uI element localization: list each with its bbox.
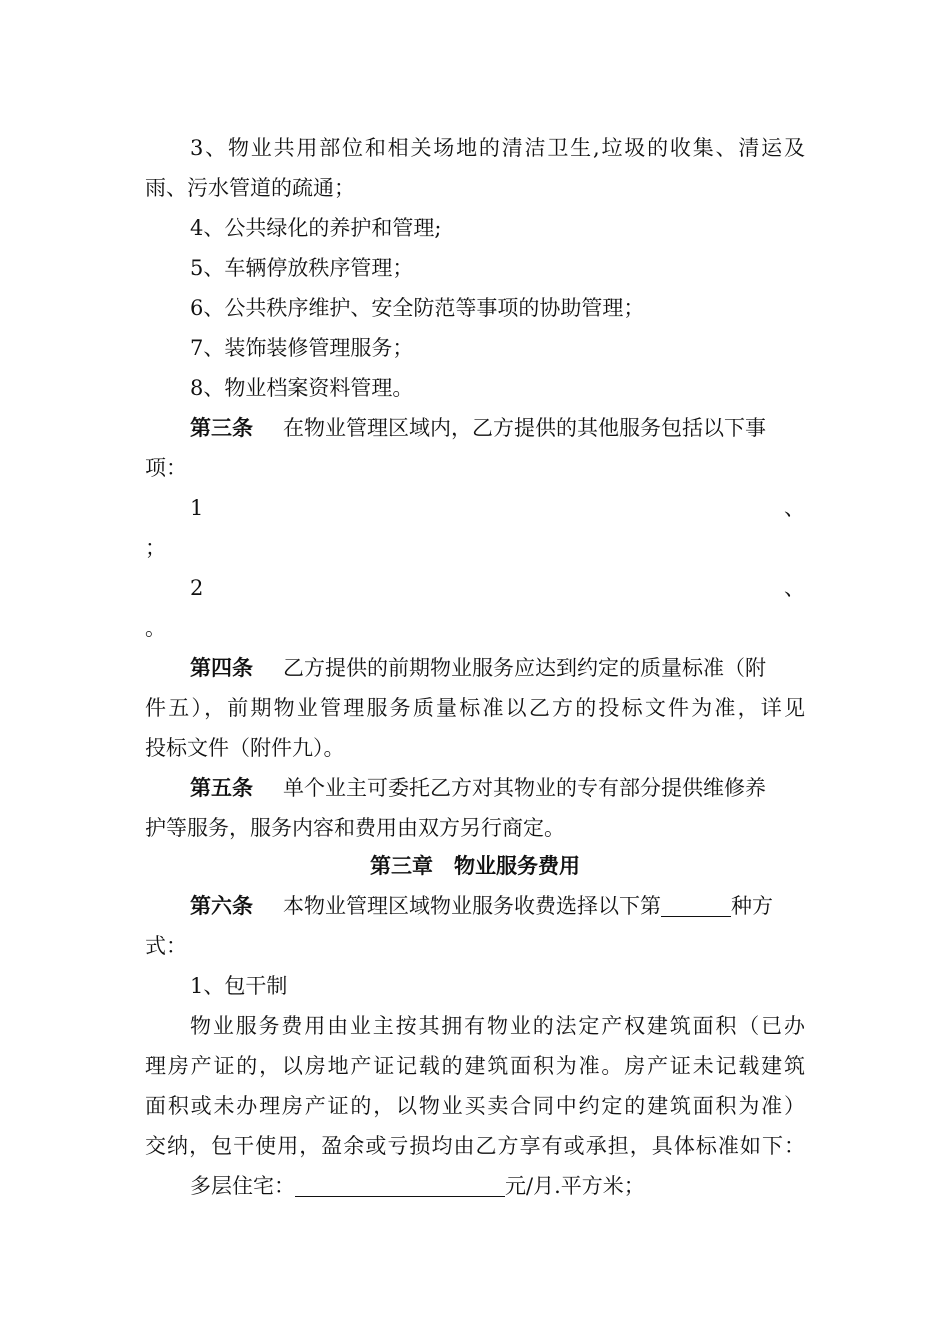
article-5-label: 第五条	[190, 775, 253, 800]
paragraph-1-line-3: 面积或未办理房产证的，以物业买卖合同中约定的建筑面积为准）	[145, 1094, 805, 1118]
article-6-text: 本物业管理区域物业服务收费选择以下第	[283, 894, 661, 918]
article-3-text: 在物业管理区域内，乙方提供的其他服务包括以下事	[283, 416, 766, 440]
article-3-line-1	[190, 408, 805, 448]
item-3-line-1: 3、物业共用部位和相关场地的清洁卫生,垃圾的收集、清运及	[190, 136, 805, 160]
multi-storey-rate-line	[190, 1166, 805, 1206]
item-8: 8、物业档案资料管理。	[190, 376, 414, 400]
paragraph-1-line-4: 交纳，包干使用，盈余或亏损均由乙方享有或承担，具体标准如下：	[145, 1134, 805, 1158]
article-3-label: 第三条	[190, 415, 253, 440]
multi-storey-rate-blank[interactable]	[295, 1170, 505, 1197]
chapter-3-heading: 第三章 物业服务费用	[370, 853, 580, 878]
article-5-text: 单个业主可委托乙方对其物业的专有部分提供维修养	[283, 776, 766, 800]
blank-item-1-number: 1	[190, 496, 204, 520]
article-4-line-3: 投标文件（附件九）。	[145, 736, 345, 760]
article-6-line-2: 式：	[145, 934, 187, 958]
article-6-label: 第六条	[190, 893, 253, 918]
item-5: 5、车辆停放秩序管理；	[190, 256, 414, 280]
article-5-line-1	[190, 768, 805, 808]
item-7: 7、装饰装修管理服务；	[190, 336, 414, 360]
option-number-blank[interactable]	[661, 890, 731, 917]
blank-item-1-end: ；	[145, 536, 166, 560]
blank-item-2-number: 2	[190, 576, 204, 600]
blank-item-1	[190, 488, 805, 528]
article-4-line-2: 件五），前期物业管理服务质量标准以乙方的投标文件为准，详见	[145, 696, 805, 720]
article-4-label: 第四条	[190, 655, 253, 680]
article-6-text-end: 种方	[731, 894, 773, 918]
multi-storey-unit: 元/月.平方米；	[505, 1174, 645, 1198]
item-4: 4、公共绿化的养护和管理;	[190, 216, 442, 240]
blank-item-1-mark: 、	[784, 496, 805, 520]
paragraph-1-line-1: 物业服务费用由业主按其拥有物业的法定产权建筑面积（已办	[190, 1014, 805, 1038]
blank-item-2	[190, 568, 805, 608]
article-5-line-2: 护等服务，服务内容和费用由双方另行商定。	[145, 816, 565, 840]
item-6: 6、公共秩序维护、安全防范等事项的协助管理；	[190, 296, 645, 320]
paragraph-1-line-2: 理房产证的，以房地产证记载的建筑面积为准。房产证未记载建筑	[145, 1054, 805, 1078]
item-3-line-2: 雨、污水管道的疏通；	[145, 176, 355, 200]
article-3-line-2: 项：	[145, 456, 187, 480]
article-4-line-1	[190, 648, 805, 688]
article-6-line-1	[190, 886, 805, 926]
multi-storey-label: 多层住宅：	[190, 1174, 295, 1198]
option-1-heading: 1、包干制	[190, 974, 288, 998]
article-4-text: 乙方提供的前期物业服务应达到约定的质量标准（附	[283, 656, 766, 680]
blank-item-2-end: 。	[145, 616, 166, 640]
blank-item-2-mark: 、	[784, 576, 805, 600]
